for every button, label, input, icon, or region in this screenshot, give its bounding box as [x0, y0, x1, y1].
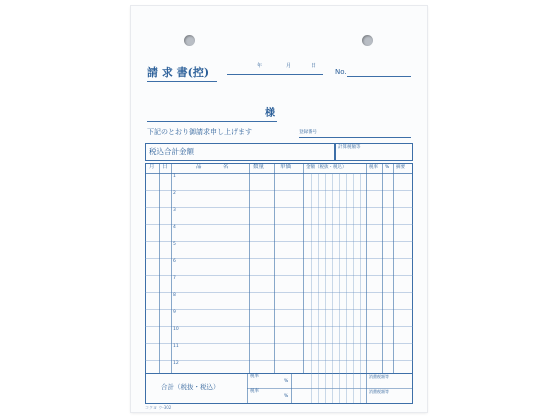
- invoice-number-label: No.: [335, 68, 347, 76]
- col-header-amount: 金額（税抜・税込）: [306, 165, 347, 170]
- day-label: 日: [311, 63, 317, 69]
- footer-tax-rate-label-1: 税率: [250, 374, 259, 379]
- registration-number-label: 登録番号: [299, 130, 317, 135]
- grand-total-label: 合計（税抜・税込）: [161, 383, 220, 391]
- tax-breakdown-label: 計算税額等: [338, 145, 361, 150]
- row-number-6: 6: [173, 259, 176, 264]
- footer-tax-amount-label-1: 消費税額等: [369, 374, 389, 379]
- row-number-5: 5: [173, 242, 176, 247]
- col-header-day: 日: [162, 164, 168, 170]
- col-header-item-name-2: 名: [223, 164, 229, 170]
- footer-tax-amount-label-2: 消費税額等: [369, 389, 389, 394]
- year-label: 年: [257, 63, 263, 69]
- row-number-4: 4: [173, 225, 176, 230]
- row-number-10: 10: [173, 327, 179, 332]
- row-number-1: 1: [173, 174, 176, 179]
- invoice-slip: [131, 6, 427, 412]
- col-header-unit-price: 単価: [280, 164, 292, 170]
- tax-included-total-label: 税込合計金額: [149, 147, 194, 156]
- footer-tax-rate-label-2: 税率: [250, 389, 259, 394]
- col-header-item-name-1: 品: [196, 164, 202, 170]
- row-number-3: 3: [173, 208, 176, 213]
- col-header-month: 月: [149, 164, 155, 170]
- honorific-sama: 様: [265, 108, 275, 119]
- col-header-tax-rate-percent: %: [385, 165, 390, 170]
- col-header-tax-rate: 税率: [369, 165, 378, 170]
- row-number-2: 2: [173, 191, 176, 196]
- col-header-remarks: 摘要: [396, 165, 405, 170]
- product-code: コクヨ ウ-302: [145, 405, 172, 410]
- row-number-11: 11: [173, 344, 179, 349]
- row-number-8: 8: [173, 293, 176, 298]
- document-title: 請 求 書(控): [147, 66, 210, 79]
- row-number-7: 7: [173, 276, 176, 281]
- col-header-quantity: 数量: [253, 164, 265, 170]
- footer-percent-2: %: [284, 394, 289, 399]
- month-label: 月: [286, 63, 292, 69]
- row-number-12: 12: [173, 361, 179, 366]
- invoice-message: 下記のとおり御請求申し上げます: [147, 128, 252, 136]
- footer-percent-1: %: [284, 379, 289, 384]
- row-number-9: 9: [173, 310, 176, 315]
